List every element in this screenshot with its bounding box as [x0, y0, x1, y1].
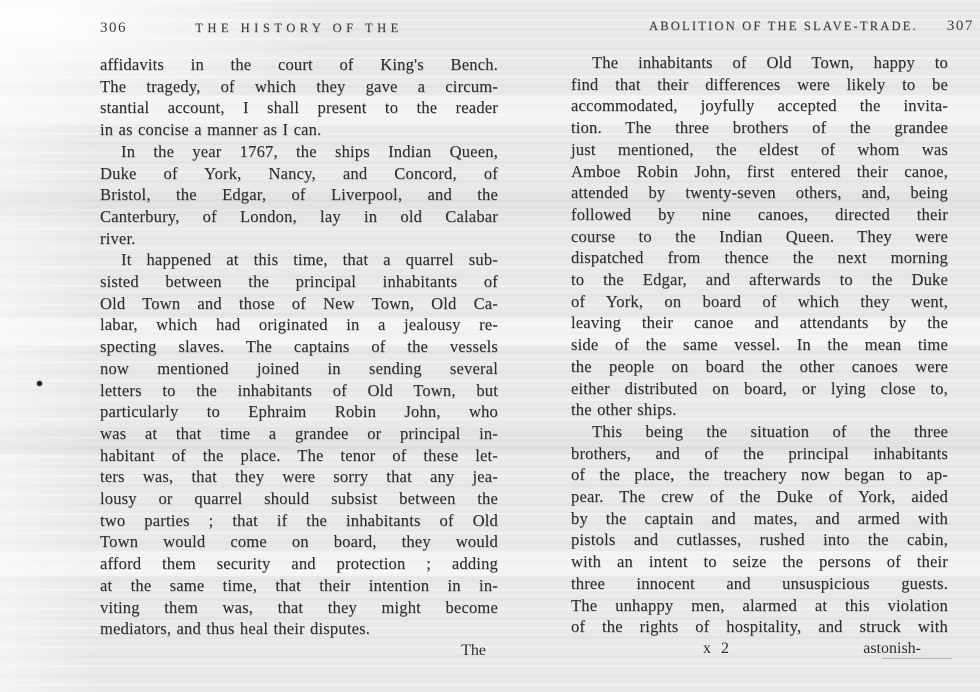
text-line: to the Edgar, and afterwards to the Duke: [571, 270, 948, 290]
text-line: attended by twenty-seven others, and, being: [571, 183, 948, 203]
text-line: afford them security and protection ; adding: [100, 554, 498, 574]
page-number-right: 307: [946, 18, 974, 34]
text-line: It happened at this time, that a quarrel sub-: [121, 250, 498, 270]
text-line: the other ships.: [571, 400, 677, 420]
text-line: course to the Indian Queen. They were: [571, 226, 948, 246]
text-line: Canterbury, of London, lay in old Calabar: [100, 206, 498, 226]
text-line: The inhabitants of Old Town, happy to: [592, 53, 948, 72]
paragraph: [100, 54, 498, 141]
text-line: Duke of York, Nancy, and Concord, of: [100, 163, 498, 183]
running-header-left: THE HISTORY OF THE: [195, 21, 403, 35]
signature-mark: x 2: [702, 639, 732, 657]
text-line: stantial account, I shall present to the reader: [100, 98, 498, 118]
text-line: river.: [100, 228, 136, 248]
text-line: with an intent to seize the persons of their: [571, 552, 948, 572]
page-left: [100, 20, 498, 662]
text-line: pear. The crew of the Duke of York, aided: [571, 487, 948, 507]
text-line: Town would come on board, they would: [100, 532, 498, 552]
page-right-footer: [571, 638, 948, 660]
text-line: In the year 1767, the ships Indian Queen,: [121, 141, 498, 161]
text-line: just mentioned, the eldest of whom was: [571, 139, 948, 159]
catchword-left: The: [461, 641, 486, 659]
page-left-header: [100, 20, 498, 42]
page-number-left: 306: [100, 20, 127, 36]
text-line: affidavits in the court of King's Bench.: [100, 55, 498, 74]
page-left-body: [100, 54, 498, 640]
text-line: leaving their canoe and attendants by the: [571, 313, 948, 333]
text-line: tion. The three brothers of the grandee: [571, 118, 948, 138]
text-line: brothers, and of the principal inhabitants: [571, 443, 948, 463]
text-line: mediators, and thus heal their disputes.: [100, 619, 371, 639]
text-line: dispatched from thence the next morning: [571, 248, 948, 268]
paragraph: [571, 52, 948, 421]
text-line: habitant of the place. The tenor of these let-: [100, 445, 498, 465]
text-line: viting them was, that they might become: [100, 597, 498, 617]
page-right-header: [571, 18, 974, 40]
running-header-right: ABOLITION OF THE SLAVE-TRADE.: [649, 19, 918, 33]
text-line: the people on board the other canoes were: [571, 356, 948, 376]
text-line: specting slaves. The captains of the vessels: [100, 337, 498, 357]
text-line: ters was, that they were sorry that any jea-: [100, 467, 498, 487]
text-line: of the rights of hospitality, and struck with: [571, 617, 948, 637]
text-line: sisted between the principal inhabitants of: [100, 272, 498, 292]
paragraph: [100, 141, 498, 250]
ink-speck: [37, 381, 42, 386]
text-line: either distributed on board, or lying close to,: [571, 378, 948, 398]
text-line: of the place, the treachery now began to ap-: [571, 465, 948, 485]
text-line: by the captain and mates, and armed with: [571, 508, 948, 528]
catchword-right: astonish-: [863, 639, 921, 657]
text-line: now mentioned joined in sending several: [100, 358, 498, 378]
text-line: three innocent and unsuspicious guests.: [571, 573, 948, 593]
text-line: was at that time a grandee or principal in-: [100, 423, 498, 443]
text-line: of York, on board of which they went,: [571, 291, 948, 311]
page-right: [571, 18, 974, 660]
text-line: letters to the inhabitants of Old Town, but: [100, 380, 498, 400]
text-line: find that their differences were likely to be: [571, 74, 948, 94]
text-line: in as concise a manner as I can.: [100, 120, 322, 140]
text-line: side of the same vessel. In the mean time: [571, 335, 948, 355]
text-line: at the same time, that their intention in in-: [100, 575, 498, 595]
text-line: Bristol, the Edgar, of Liverpool, and the: [100, 185, 498, 205]
text-line: Amboe Robin John, first entered their canoe,: [571, 161, 948, 181]
text-line: lousy or quarrel should subsist between the: [100, 489, 498, 509]
text-line: accommodated, joyfully accepted the invita-: [571, 96, 948, 116]
text-line: two parties ; that if the inhabitants of Old: [100, 510, 498, 530]
text-line: This being the situation of the three: [592, 421, 948, 441]
text-line: pistols and cutlasses, rushed into the cabin,: [571, 530, 948, 550]
text-line: labar, which had originated in a jealousy re-: [100, 315, 498, 335]
text-line: The unhappy men, alarmed at this violation: [571, 595, 948, 615]
text-line: particularly to Ephraim Robin John, who: [100, 402, 498, 422]
text-line: Old Town and those of New Town, Old Ca-: [100, 293, 498, 313]
paragraph: [100, 249, 498, 640]
text-line: The tragedy, of which they gave a circum-: [100, 76, 498, 96]
paragraph: [571, 421, 948, 638]
text-line: followed by nine canoes, directed their: [571, 204, 948, 224]
scan-line-artifact: [882, 658, 952, 659]
page-right-body: [571, 52, 948, 638]
